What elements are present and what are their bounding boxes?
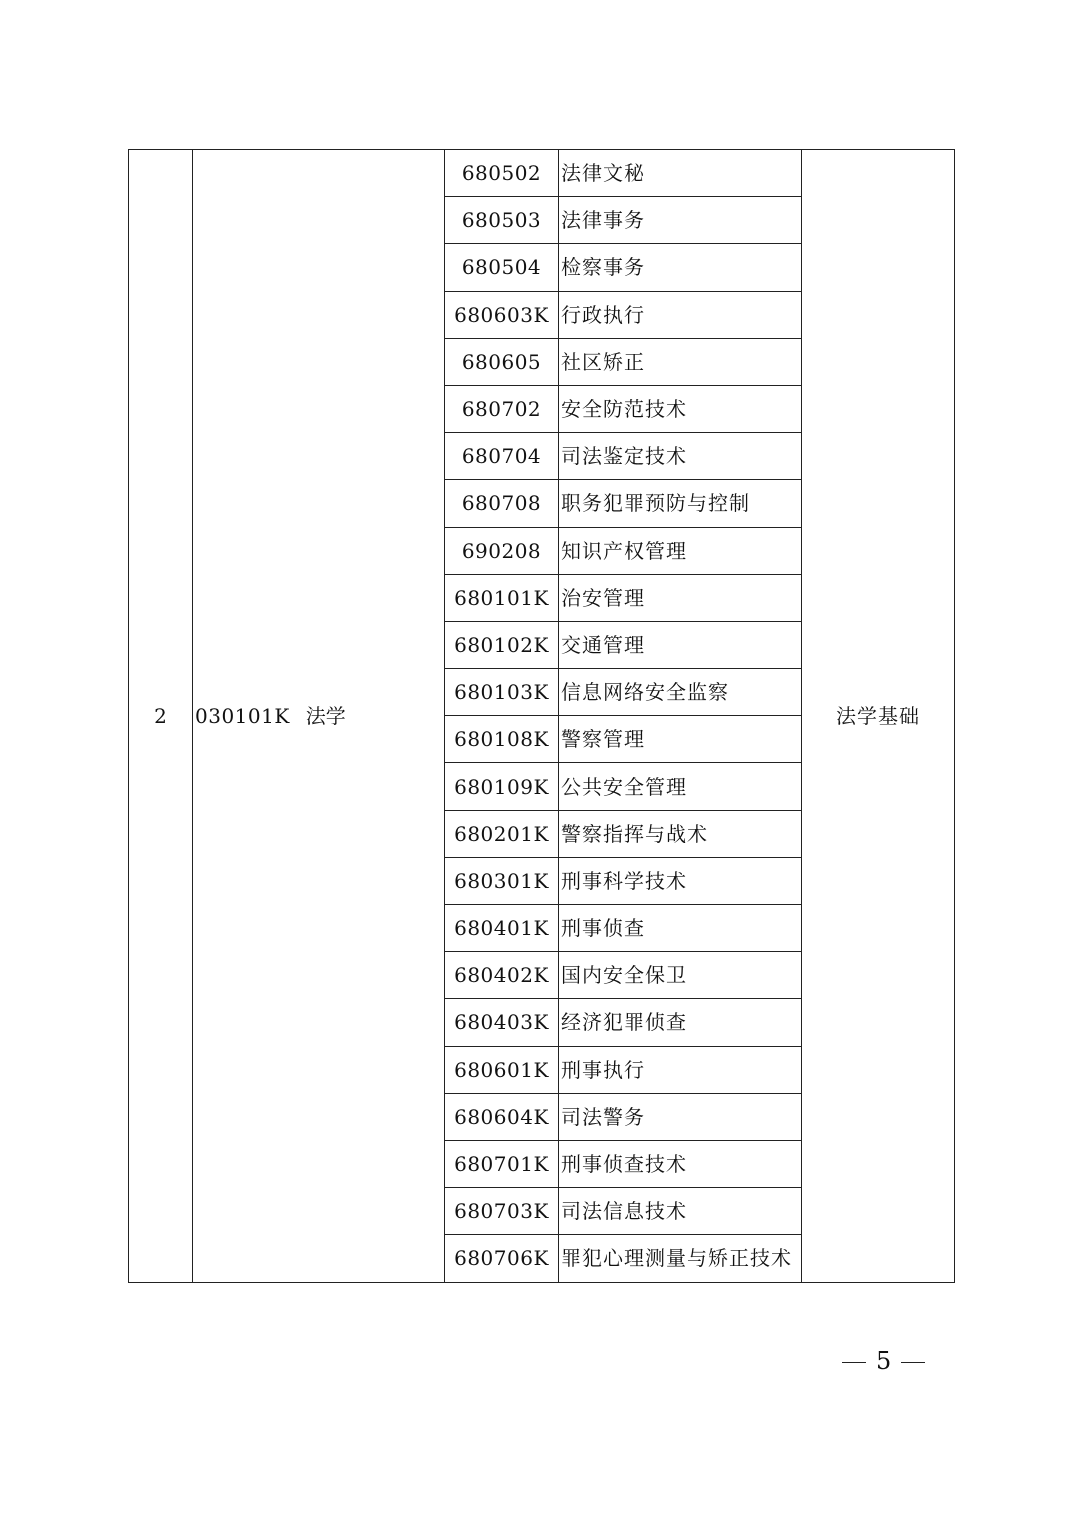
vocational-major-name: 社区矫正 xyxy=(561,349,645,374)
vocational-major-name-cell xyxy=(559,244,802,291)
vocational-major-code: 680504 xyxy=(445,244,559,291)
vocational-major-code: 680706K xyxy=(445,1235,559,1282)
vocational-major-name-cell xyxy=(559,621,802,668)
exam-course: 法学基础 xyxy=(836,703,920,728)
table-row xyxy=(129,150,955,197)
undergrad-major-cell xyxy=(193,150,445,1283)
page-number-left-dash xyxy=(842,1362,866,1364)
vocational-major-code: 690208 xyxy=(445,527,559,574)
vocational-major-name: 检察事务 xyxy=(561,255,645,280)
vocational-major-code: 680103K xyxy=(445,669,559,716)
vocational-major-name-cell xyxy=(559,385,802,432)
vocational-major-name: 罪犯心理测量与矫正技术 xyxy=(561,1246,792,1271)
vocational-major-name: 国内安全保卫 xyxy=(561,963,687,988)
vocational-major-code: 680601K xyxy=(445,1046,559,1093)
vocational-major-name-cell xyxy=(559,433,802,480)
vocational-major-code: 680301K xyxy=(445,857,559,904)
vocational-major-code: 680503 xyxy=(445,197,559,244)
vocational-major-name: 经济犯罪侦查 xyxy=(561,1010,687,1035)
vocational-major-name: 知识产权管理 xyxy=(561,538,687,563)
seq-number-cell xyxy=(129,150,193,1283)
vocational-major-code: 680108K xyxy=(445,716,559,763)
vocational-major-name: 司法信息技术 xyxy=(561,1199,687,1224)
vocational-major-name-cell xyxy=(559,669,802,716)
vocational-major-code: 680604K xyxy=(445,1093,559,1140)
vocational-major-name-cell xyxy=(559,1235,802,1282)
vocational-major-code: 680102K xyxy=(445,621,559,668)
vocational-major-name: 法律文秘 xyxy=(561,161,645,186)
vocational-major-name-cell xyxy=(559,810,802,857)
vocational-major-name: 职务犯罪预防与控制 xyxy=(561,491,750,516)
undergrad-major-name: 法学 xyxy=(305,703,346,728)
vocational-major-code: 680703K xyxy=(445,1188,559,1235)
vocational-major-name: 警察指挥与战术 xyxy=(561,821,708,846)
page-number xyxy=(842,1346,925,1376)
vocational-major-name-cell xyxy=(559,197,802,244)
undergrad-major-code: 030101K xyxy=(195,703,290,728)
table-body xyxy=(129,150,955,1283)
vocational-major-name-cell xyxy=(559,291,802,338)
vocational-major-name-cell xyxy=(559,1046,802,1093)
vocational-major-code: 680701K xyxy=(445,1140,559,1187)
vocational-major-name-cell xyxy=(559,527,802,574)
vocational-major-code: 680704 xyxy=(445,433,559,480)
vocational-major-name-cell xyxy=(559,999,802,1046)
vocational-major-code: 680502 xyxy=(445,150,559,197)
vocational-major-name: 信息网络安全监察 xyxy=(561,680,729,705)
vocational-major-name-cell xyxy=(559,574,802,621)
vocational-major-name-cell xyxy=(559,857,802,904)
vocational-major-code: 680101K xyxy=(445,574,559,621)
vocational-major-name: 刑事侦查 xyxy=(561,916,645,941)
vocational-major-code: 680403K xyxy=(445,999,559,1046)
vocational-major-name-cell xyxy=(559,150,802,197)
exam-course-cell xyxy=(802,150,955,1283)
vocational-major-name-cell xyxy=(559,480,802,527)
page-number-value: 5 xyxy=(876,1347,892,1375)
vocational-major-name-cell xyxy=(559,763,802,810)
vocational-major-name-cell xyxy=(559,716,802,763)
vocational-major-name: 刑事科学技术 xyxy=(561,868,687,893)
vocational-major-code: 680702 xyxy=(445,385,559,432)
vocational-major-name-cell xyxy=(559,952,802,999)
vocational-major-name: 安全防范技术 xyxy=(561,397,687,422)
page-number-right-dash xyxy=(901,1362,925,1364)
vocational-major-name: 行政执行 xyxy=(561,302,645,327)
vocational-major-name-cell xyxy=(559,1140,802,1187)
vocational-major-name-cell xyxy=(559,1188,802,1235)
vocational-major-name-cell xyxy=(559,905,802,952)
major-mapping-table xyxy=(128,149,955,1283)
vocational-major-name: 刑事执行 xyxy=(561,1057,645,1082)
vocational-major-name: 刑事侦查技术 xyxy=(561,1152,687,1177)
vocational-major-name: 警察管理 xyxy=(561,727,645,752)
vocational-major-name: 治安管理 xyxy=(561,585,645,610)
vocational-major-name-cell xyxy=(559,338,802,385)
vocational-major-code: 680401K xyxy=(445,905,559,952)
vocational-major-name: 法律事务 xyxy=(561,208,645,233)
vocational-major-name: 公共安全管理 xyxy=(561,774,687,799)
vocational-major-code: 680708 xyxy=(445,480,559,527)
vocational-major-code: 680605 xyxy=(445,338,559,385)
vocational-major-code: 680402K xyxy=(445,952,559,999)
vocational-major-name: 司法鉴定技术 xyxy=(561,444,687,469)
vocational-major-code: 680201K xyxy=(445,810,559,857)
vocational-major-name-cell xyxy=(559,1093,802,1140)
vocational-major-code: 680603K xyxy=(445,291,559,338)
seq-number: 2 xyxy=(154,703,167,728)
vocational-major-code: 680109K xyxy=(445,763,559,810)
vocational-major-name: 司法警务 xyxy=(561,1104,645,1129)
vocational-major-name: 交通管理 xyxy=(561,632,645,657)
